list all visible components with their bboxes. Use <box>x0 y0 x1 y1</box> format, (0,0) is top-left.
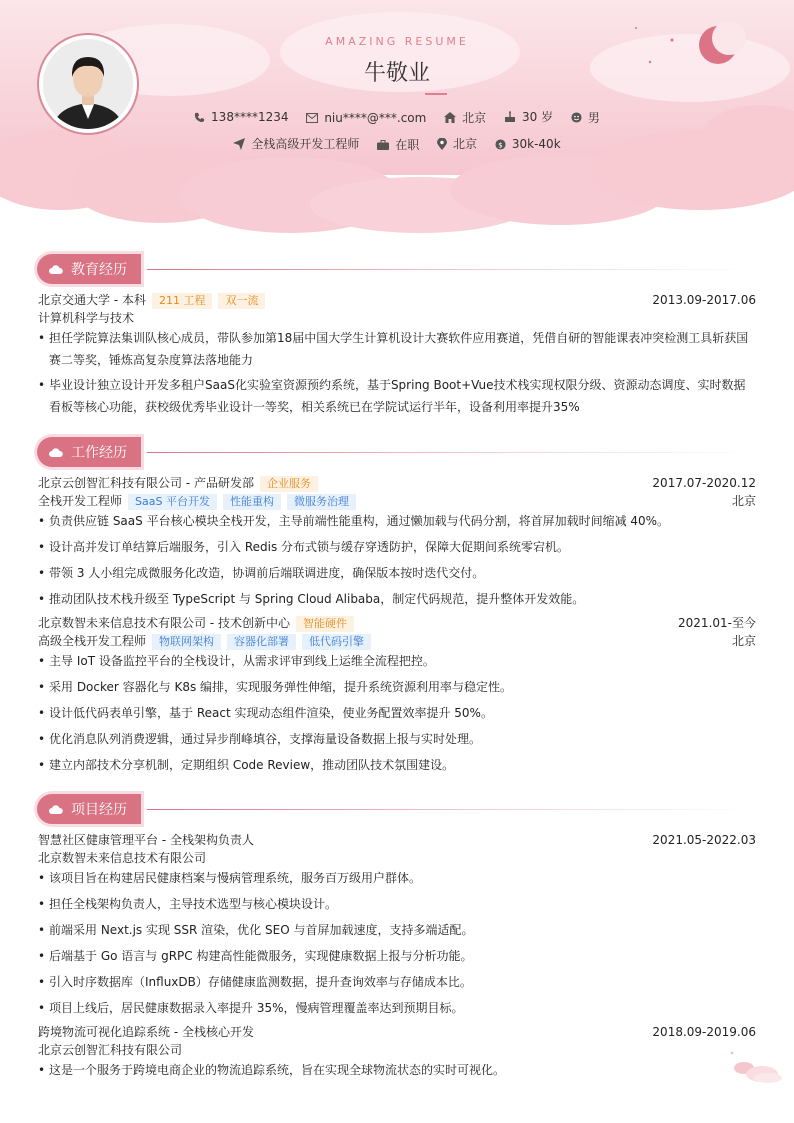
skill-tag: 低代码引擎 <box>302 634 371 650</box>
skill-tag: 容器化部署 <box>227 634 296 650</box>
project-company: 北京数智未来信息技术有限公司 <box>38 851 207 865</box>
list-item: • 带领 3 人小组完成微服务化改造，协调前后端联调进度，确保版本按时迭代交付。 <box>38 566 485 580</box>
section-pill <box>37 794 141 824</box>
job-city: 北京 <box>731 494 756 508</box>
list-item: • 采用 Docker 容器化与 K8s 编排，实现服务弹性伸缩，提升系统资源利用率与稳定性。 <box>38 680 513 694</box>
list-item: • 担任学院算法集训队核心成员，带队参加第18届中国大学生计算机设计大赛软件应用赛道，凭借自研的智能课表冲突检测工具斩获国赛二等奖，锤炼高复杂度算法落地能力 <box>38 331 749 367</box>
skill-tag: 微服务治理 <box>287 494 356 510</box>
industry-tag: 智能硬件 <box>296 616 354 632</box>
briefcase-icon <box>377 140 389 150</box>
list-item: • 引入时序数据库（InfluxDB）存储健康监测数据，提升查询效率与存储成本比。 <box>38 975 472 989</box>
skill-tag: SaaS 平台开发 <box>128 494 217 510</box>
job-info-line <box>0 135 794 153</box>
email-item <box>306 111 426 125</box>
school-name: 北京交通大学 - 本科 <box>38 293 146 307</box>
city-text: 北京 <box>462 110 487 125</box>
company-name: 北京云创智汇科技有限公司 - 产品研发部 <box>38 476 254 490</box>
list-item: • 项目上线后，居民健康数据录入率提升 35%，慢病管理覆盖率达到预期目标。 <box>38 1001 464 1015</box>
section-divider <box>147 269 757 270</box>
email-text: niu****@***.com <box>324 110 427 125</box>
project-date: 2018.09-2019.06 <box>652 1025 756 1039</box>
location-icon <box>437 138 447 150</box>
list-item: • 主导 IoT 设备监控平台的全栈设计，从需求评审到线上运维全流程把控。 <box>38 654 435 668</box>
status-text: 在职 <box>395 138 420 152</box>
section-divider <box>147 452 757 453</box>
list-item: • 推动团队技术栈升级至 TypeScript 与 Spring Cloud Alibaba，制定代码规范，提升整体开发效能。 <box>38 592 585 606</box>
list-item: • 设计高并发订单结算后端服务，引入 Redis 分布式锁与缓存穿透防护，保障大促期间系统零宕机。 <box>38 540 570 554</box>
cloud-icon <box>49 448 63 457</box>
section-title: 工作经历 <box>71 445 127 461</box>
list-item: • 担任全栈架构负责人，主导技术选型与核心模块设计。 <box>38 897 338 911</box>
project-name: 智慧社区健康管理平台 - 全栈架构负责人 <box>38 833 254 847</box>
project-company: 北京云创智汇科技有限公司 <box>38 1043 183 1057</box>
job-role: 全栈开发工程师 <box>38 494 123 508</box>
job-role: 高级全栈开发工程师 <box>38 634 147 648</box>
list-item: • 前端采用 Next.js 实现 SSR 渲染，优化 SEO 与首屏加载速度，支持多端适配。 <box>38 923 474 937</box>
gender-icon <box>571 112 582 123</box>
education-major: 计算机科学与技术 <box>38 311 135 325</box>
company-name: 北京数智未来信息技术有限公司 - 技术创新中心 <box>38 616 290 630</box>
job-company-row <box>38 615 756 632</box>
age-item <box>504 108 553 125</box>
salary-item <box>495 137 561 151</box>
section-pill <box>37 254 141 284</box>
section-divider <box>147 809 757 810</box>
list-item: • 建立内部技术分享机制，定期组织 Code Review，推动团队技术氛围建设。 <box>38 758 455 772</box>
phone-item <box>194 110 288 124</box>
list-item: • 这是一个服务于跨境电商企业的物流追踪系统，旨在实现全球物流状态的实时可视化。 <box>38 1063 506 1077</box>
list-item: • 优化消息队列消费逻辑，通过异步削峰填谷，支撑海量设备数据上报与实时处理。 <box>38 732 482 746</box>
decorative-cloud <box>726 1048 786 1088</box>
education-date: 2013.09-2017.06 <box>652 293 756 307</box>
send-icon <box>233 138 245 150</box>
cake-icon <box>504 111 516 123</box>
education-school-row <box>38 292 756 309</box>
age-text: 30 岁 <box>522 110 554 124</box>
job-city: 北京 <box>731 634 756 648</box>
phone-text: 138****1234 <box>211 110 289 124</box>
city-item <box>444 109 486 126</box>
position-item <box>233 135 359 152</box>
candidate-name: 牛敬业 <box>363 61 430 86</box>
industry-tag: 企业服务 <box>260 476 318 492</box>
job-date: 2017.07-2020.12 <box>652 476 756 490</box>
target-city-text: 北京 <box>453 137 478 151</box>
skill-tag: 性能重构 <box>223 494 281 510</box>
job-role-row <box>38 633 756 650</box>
section-education-header <box>37 254 757 284</box>
list-item: • 后端基于 Go 语言与 gRPC 构建高性能微服务，实现健康数据上报与分析功能。 <box>38 949 473 963</box>
money-icon <box>495 139 506 150</box>
section-pill <box>37 437 141 467</box>
position-text: 全栈高级开发工程师 <box>251 137 360 151</box>
svg-text:$: $ <box>498 139 503 149</box>
list-item: • 设计低代码表单引擎，基于 React 实现动态组件渲染，使业务配置效率提升 50%。 <box>38 706 493 720</box>
mail-icon <box>306 113 318 123</box>
section-title: 教育经历 <box>71 262 127 278</box>
list-item: • 该项目旨在构建居民健康档案与慢病管理系统，服务百万级用户群体。 <box>38 871 422 885</box>
gender-item <box>571 109 600 126</box>
project-title-row <box>38 832 756 848</box>
home-icon <box>444 112 456 123</box>
skill-tag: 物联网架构 <box>152 634 221 650</box>
gender-text: 男 <box>587 110 600 125</box>
cloud-icon <box>49 265 63 274</box>
resume-tagline: AMAZING RESUME <box>325 35 469 48</box>
phone-icon <box>194 112 205 123</box>
job-date: 2021.01-至今 <box>678 616 756 630</box>
salary-text: 30k-40k <box>511 137 561 151</box>
contact-info-line <box>0 108 794 126</box>
section-work-header <box>37 437 757 467</box>
school-tag: 211 工程 <box>152 293 213 309</box>
section-title: 项目经历 <box>71 802 127 818</box>
target-city-item <box>437 135 477 152</box>
list-item: • 毕业设计独立设计开发多租户SaaS化实验室资源预约系统，基于Spring Boot+Vue技术栈实现权限分级、资源动态调度、实时数据看板等核心功能，获校级优秀毕业设计一等奖，相关系统已在学院试运行半年，设备利用率提升35% <box>38 378 746 414</box>
list-item: • 负责供应链 SaaS 平台核心模块全栈开发，主导前端性能重构，通过懒加载与代码分割，将首屏加载时间缩减 40%。 <box>38 514 670 528</box>
name-divider <box>425 93 447 95</box>
resume-header <box>0 0 794 235</box>
project-title-row <box>38 1024 756 1040</box>
job-role-row <box>38 493 756 510</box>
project-name: 跨境物流可视化追踪系统 - 全栈核心开发 <box>38 1025 254 1039</box>
section-projects-header <box>37 794 757 824</box>
cloud-icon <box>49 805 63 814</box>
job-company-row <box>38 475 756 492</box>
project-date: 2021.05-2022.03 <box>652 833 756 847</box>
school-tag: 双一流 <box>218 293 265 309</box>
status-item <box>377 136 419 153</box>
